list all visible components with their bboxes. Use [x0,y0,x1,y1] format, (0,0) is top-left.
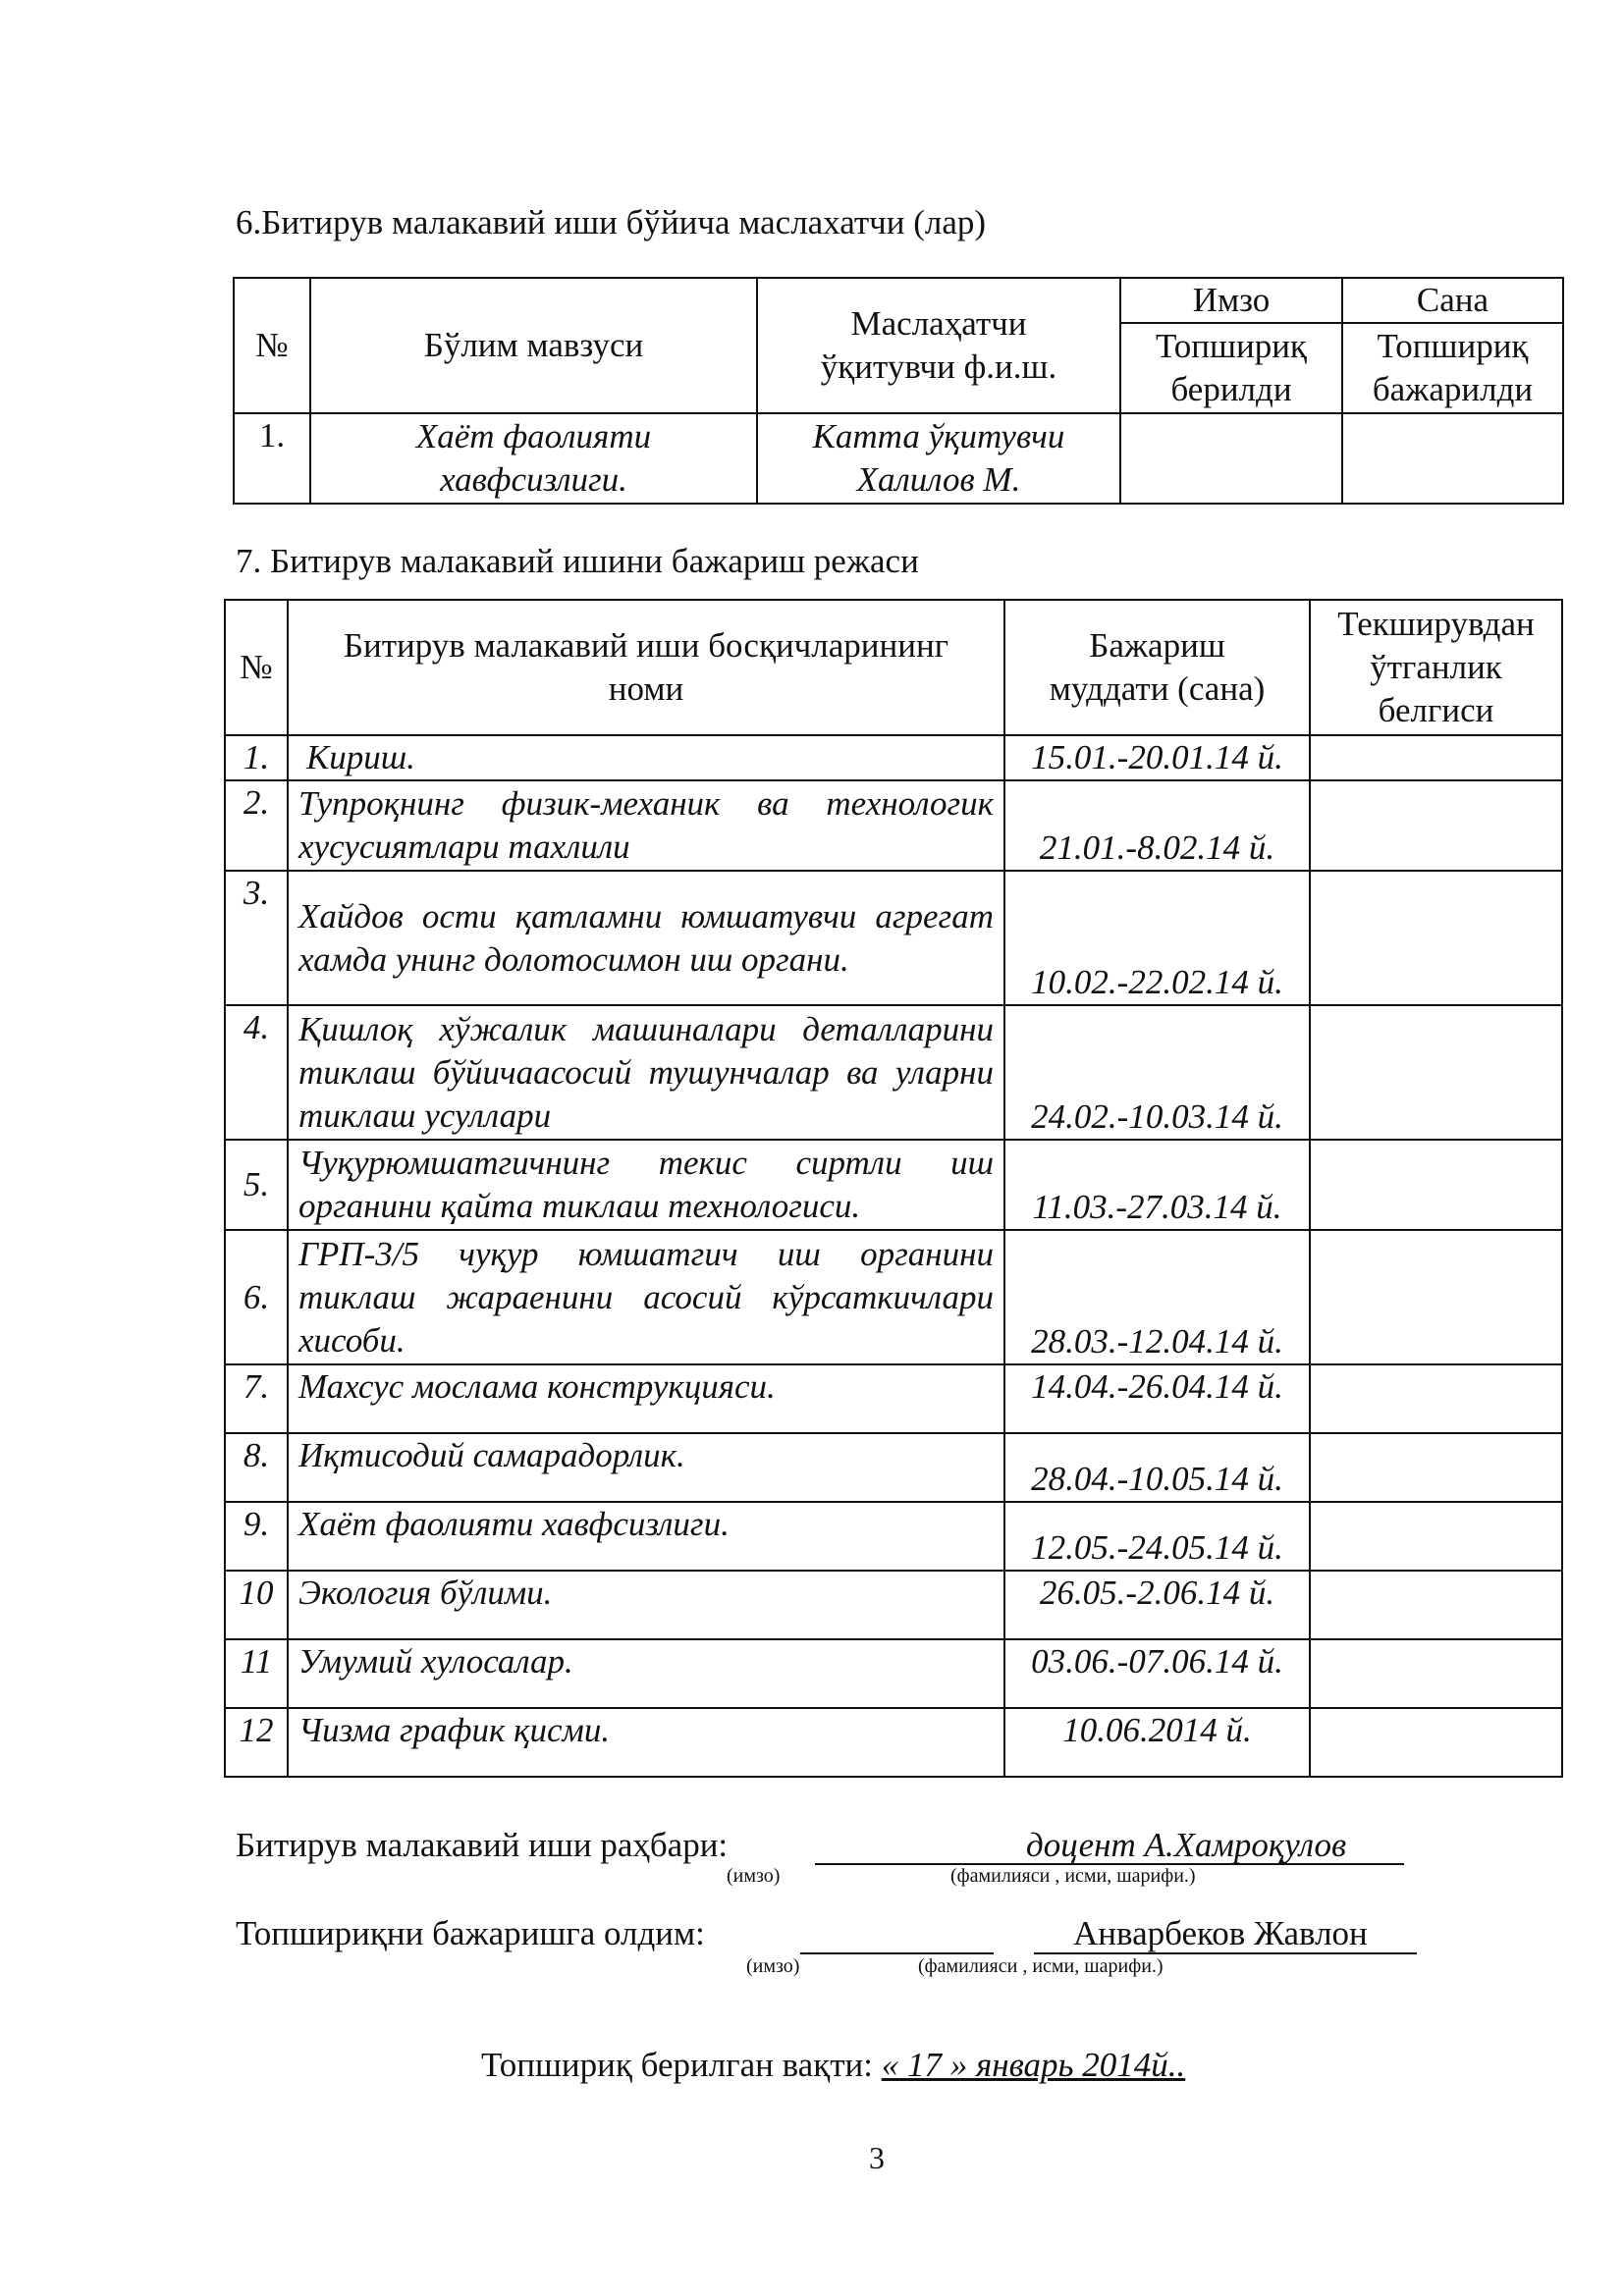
row-num: 5. [225,1140,288,1230]
issued-date-label: Топшириқ берилган вақти: [481,2046,873,2084]
row-num: 12 [225,1708,288,1777]
row-stage-name: Чуқурюмшатгичнинг текис сиртли иш органини қайта тиклаш технологиси. [288,1140,1004,1230]
row-deadline: 24.02.-10.03.14 й. [1004,1005,1310,1140]
consultants-table [233,277,1564,505]
header-task-done [1342,323,1563,413]
table-row [225,871,1562,1005]
row-consultant [757,413,1120,504]
row-num: 9. [225,1502,288,1571]
header-consultant-line1: Маслаҳатчи [850,304,1027,343]
table-row [234,413,1563,504]
header-deadline-line2: муддати (сана) [1049,669,1266,708]
page-number: 3 [869,2140,885,2175]
row-check [1310,1230,1562,1364]
supervisor-label: Битирув малакавий иши раҳбари: [236,1826,729,1864]
row-num: 6. [225,1230,288,1364]
header-check-line2: ўтганлик [1370,648,1502,686]
header-signature: Имзо [1120,278,1342,323]
header-stage [288,600,1004,735]
table-row [225,1005,1562,1140]
supervisor-name-caption: (фамилияси , исми, шарифи.) [950,1865,1196,1887]
header-task-given-line1: Топшириқ [1156,327,1307,365]
issued-date-value: « 17 » январь 2014й.. [881,2046,1186,2084]
student-signature-line [800,1952,994,1954]
row-deadline: 03.06.-07.06.14 й. [1004,1639,1310,1708]
table-row [225,1502,1562,1571]
header-num: № [225,600,288,735]
row-stage-name: ГРП-3/5 чуқур юмшатгич иш органини тиклаш жараенини асосий кўрсаткичлари хисоби. [288,1230,1004,1364]
row-deadline: 28.04.-10.05.14 й. [1004,1433,1310,1502]
header-stage-line2: номи [608,669,684,708]
header-deadline-line1: Бажариш [1089,626,1225,665]
row-stage-name: Махсус мослама конструкцияси. [288,1364,1004,1433]
student-name: Анварбеков Жавлон [1073,1914,1368,1952]
accepted-label: Топшириқни бажаришга олдим: [236,1914,705,1952]
row-check [1310,1708,1562,1777]
header-task-given-line2: берилди [1170,370,1292,408]
row-stage-name: Иқтисодий самарадорлик. [288,1433,1004,1502]
row-deadline: 11.03.-27.03.14 й. [1004,1140,1310,1230]
row-num: 3. [225,871,288,1005]
table-row [225,1433,1562,1502]
row-topic-line2: хавфсизлиги. [440,460,627,499]
row-stage-name: Тупроқнинг физик-механик ва технологик хусусиятлари тахлили [288,780,1004,871]
row-num: 10 [225,1571,288,1639]
row-deadline: 10.06.2014 й. [1004,1708,1310,1777]
row-deadline: 28.03.-12.04.14 й. [1004,1230,1310,1364]
row-check [1310,1364,1562,1433]
issued-date-line [481,2046,1185,2085]
row-consultant-line2: Халилов М. [856,460,1021,499]
row-check [1310,1571,1562,1639]
header-deadline [1004,600,1310,735]
row-deadline: 12.05.-24.05.14 й. [1004,1502,1310,1571]
row-topic [310,413,757,504]
header-task-given [1120,323,1342,413]
row-check [1310,780,1562,871]
row-num: 1. [234,413,310,504]
row-signature-given [1120,413,1342,504]
row-num: 1. [225,735,288,780]
schedule-table [224,599,1563,1778]
row-stage-name: Экология бўлими. [288,1571,1004,1639]
header-topic: Бўлим мавзуси [310,278,757,413]
row-deadline: 14.04.-26.04.14 й. [1004,1364,1310,1433]
table-row [225,1639,1562,1708]
header-check [1310,600,1562,735]
row-deadline: 21.01.-8.02.14 й. [1004,780,1310,871]
section7-heading: 7. Битирув малакавий ишини бажариш режаси [236,542,919,580]
table-row [225,735,1562,780]
table-row [225,780,1562,871]
row-check [1310,871,1562,1005]
section6-heading: 6.Битирув малакавий иши бўйича маслахатчи (лар) [236,203,987,241]
row-num: 7. [225,1364,288,1433]
row-num: 4. [225,1005,288,1140]
row-signature-done [1342,413,1563,504]
row-num: 2. [225,780,288,871]
row-check [1310,1639,1562,1708]
header-date: Сана [1342,278,1563,323]
row-deadline: 26.05.-2.06.14 й. [1004,1571,1310,1639]
table-row [225,1571,1562,1639]
header-check-line1: Текширувдан [1337,605,1535,643]
row-deadline: 10.02.-22.02.14 й. [1004,871,1310,1005]
row-stage-name: Чизма график қисми. [288,1708,1004,1777]
supervisor-signature-line [815,1863,947,1865]
row-num: 11 [225,1639,288,1708]
student-name-line [1034,1952,1417,1954]
row-num: 8. [225,1433,288,1502]
row-check [1310,735,1562,780]
header-stage-line1: Битирув малакавий иши босқичларининг [343,626,949,665]
row-stage-name: Умумий хулосалар. [288,1639,1004,1708]
student-sign-caption: (имзо) [746,1955,800,1977]
header-consultant [757,278,1120,413]
student-name-caption: (фамилияси , исми, шарифи.) [918,1955,1164,1977]
supervisor-sign-caption: (имзо) [727,1865,781,1887]
row-check [1310,1433,1562,1502]
row-topic-line1: Хаёт фаолияти [415,417,652,455]
header-check-line3: белгиси [1378,691,1494,729]
table-row [225,1364,1562,1433]
header-consultant-line2: ўқитувчи ф.и.ш. [820,347,1057,386]
row-stage-name: Қишлоқ хўжалик машиналари деталларини тиклаш бўйичаасосий тушунчалар ва уларни тиклаш усуллари [288,1005,1004,1140]
table-row [225,1708,1562,1777]
header-task-done-line1: Топшириқ [1377,327,1529,365]
row-stage-name: Хайдов ости қатламни юмшатувчи агрегат хамда унинг долотосимон иш органи. [288,871,1004,1005]
row-stage-name: Кириш. [288,735,1004,780]
row-check [1310,1005,1562,1140]
row-consultant-line1: Катта ўқитувчи [812,417,1065,455]
supervisor-name: доцент А.Хамроқулов [1026,1826,1347,1864]
row-check [1310,1502,1562,1571]
table-row [225,1140,1562,1230]
row-check [1310,1140,1562,1230]
table-row [225,1230,1562,1364]
row-deadline: 15.01.-20.01.14 й. [1004,735,1310,780]
header-task-done-line2: бажарилди [1372,370,1534,408]
row-stage-name: Хаёт фаолияти хавфсизлиги. [288,1502,1004,1571]
header-num: № [234,278,310,413]
